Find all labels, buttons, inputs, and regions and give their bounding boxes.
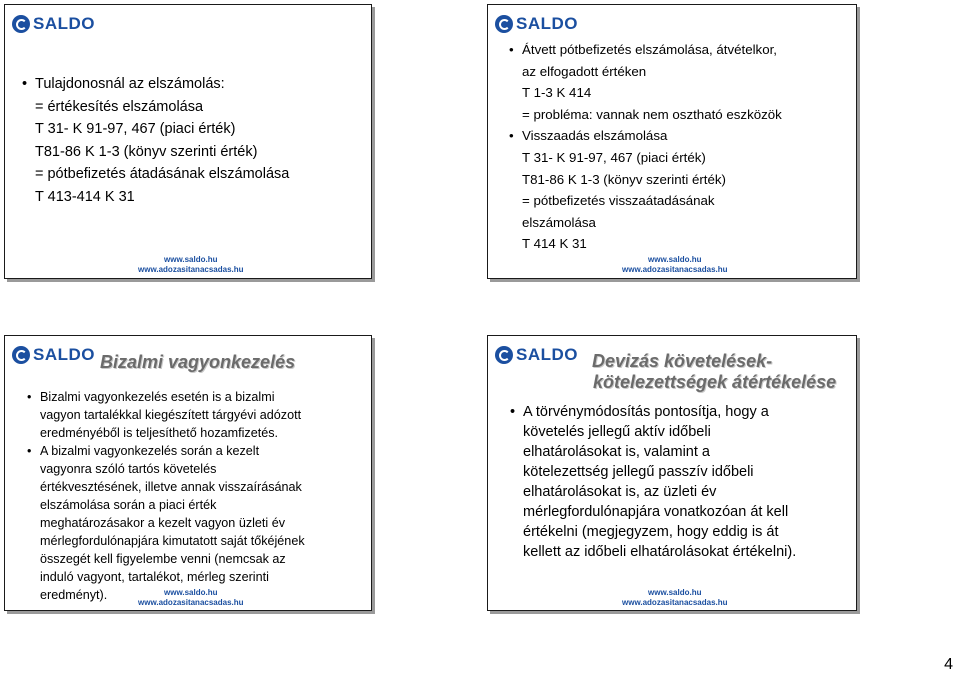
slide-3-title: Bizalmi vagyonkezelés <box>100 352 296 372</box>
slide-4-title <box>592 351 836 393</box>
slide-4-bullet-line: kötelezettség jellegű passzív időbeli <box>523 464 754 480</box>
saldo-logo <box>495 345 578 365</box>
slide-4-body <box>510 402 796 562</box>
slide-3-bullet-2-line: vagyonra szóló tartós követelés <box>40 462 217 476</box>
slide-1-line: T 413-414 K 31 <box>35 188 135 205</box>
slide-4-bullet-line: mérlegfordulónapjára vonatkozóan át kell <box>523 504 789 520</box>
footer-site-saldo: www.saldo.hu <box>164 588 218 597</box>
page-number: 4 <box>944 656 953 673</box>
saldo-logo-icon <box>12 15 30 33</box>
slide-2-footer <box>622 255 728 275</box>
slide-4-bullet-line: követelés jellegű aktív időbeli <box>523 424 711 440</box>
slide-3-bullet-1 <box>27 388 305 442</box>
saldo-logo-icon <box>12 346 30 364</box>
slide-1-line: T 31- K 91-97, 467 (piaci érték) <box>35 121 236 137</box>
slide-4-bullet-line: kellett az időbeli elhatárolásokat értékelni). <box>523 544 797 560</box>
slide-3-bullet-2-line: • A bizalmi vagyonkezelés során a kezelt <box>40 444 260 458</box>
slide-2-body <box>509 39 782 255</box>
slide-1-bullet: • Tulajdonosnál az elszámolás: <box>22 73 289 96</box>
slide-2-line: T81-86 K 1-3 (könyv szerinti érték) <box>522 171 726 187</box>
footer-site-saldo: www.saldo.hu <box>648 255 702 264</box>
saldo-logo-icon <box>495 346 513 364</box>
slide-3-bullet-1-line: vagyon tartalékkal kiegészített tárgyévi adózott <box>40 408 302 422</box>
saldo-logo-text: SALDO <box>33 14 95 33</box>
slide-3-bullet-2-line: értékvesztésének, illetve annak visszaírásának <box>40 480 302 494</box>
slide-4-title-line: Devizás követelések- <box>592 351 773 371</box>
slide-2-line: T 31- K 91-97, 467 (piaci érték) <box>522 149 706 165</box>
slide-3-bullet-2-line: induló vagyont, tartalékot, mérleg szerinti <box>40 570 269 584</box>
slide-3-bullet-1-line: • Bizalmi vagyonkezelés esetén is a bizalmi <box>40 390 275 404</box>
slide-3-bullet-2-line: eredményt). <box>40 588 108 602</box>
slide-2-line: T 1-3 K 414 <box>522 85 592 101</box>
slide-3 <box>4 335 372 611</box>
saldo-logo-text: SALDO <box>33 345 95 364</box>
slide-2-line: elszámolása <box>522 214 596 230</box>
slide-4-bullet-line: értékelni (megjegyzem, hogy eddig is át <box>523 524 779 540</box>
slide-1 <box>4 4 372 279</box>
slide-2-bullet-1-line: az elfogadott értéken <box>522 63 647 79</box>
slide-1-line: = értékesítés elszámolása <box>35 98 204 115</box>
slide-2-bullet-1 <box>509 39 782 82</box>
slide-2-bullet-2: • Visszaadás elszámolása <box>509 125 782 147</box>
saldo-logo <box>12 14 95 34</box>
footer-site-saldo: www.saldo.hu <box>164 255 218 264</box>
slide-3-body <box>27 388 305 604</box>
slide-1-line: = pótbefizetés átadásának elszámolása <box>35 166 290 182</box>
saldo-logo-text: SALDO <box>516 14 578 33</box>
slide-3-bullet-1-line: eredményéből is teljesíthető hozamfizetés. <box>40 426 279 440</box>
footer-site-adozasitanacsadas: www.adozasitanacsadas.hu <box>138 598 244 607</box>
slide-3-bullet-2-line: meghatározásakor a kezelt vagyon üzleti év <box>40 516 286 530</box>
footer-site-adozasitanacsadas: www.adozasitanacsadas.hu <box>622 598 728 607</box>
slide-4-bullet-line: elhatárolásokat is, az üzleti év <box>523 484 717 500</box>
slide-3-bullet-2-line: elszámolása során a piaci érték <box>40 498 217 512</box>
slide-4-bullet <box>510 402 796 562</box>
footer-site-adozasitanacsadas: www.adozasitanacsadas.hu <box>138 265 244 274</box>
saldo-logo <box>12 345 95 365</box>
footer-site-saldo: www.saldo.hu <box>648 588 702 597</box>
slide-4 <box>487 335 857 611</box>
slide-2-line: = pótbefizetés visszaátadásának <box>522 193 715 209</box>
slide-2 <box>487 4 857 279</box>
slide-4-footer <box>622 588 728 608</box>
slide-3-footer <box>138 588 244 608</box>
saldo-logo-icon <box>495 15 513 33</box>
slide-4-title-line: kötelezettségek átértékelése <box>593 372 837 392</box>
saldo-logo-text: SALDO <box>516 345 578 364</box>
slide-2-line: = probléma: vannak nem osztható eszközök <box>522 106 782 122</box>
slide-2-bullet-1-line: • Átvett pótbefizetés elszámolása, átvételkor, <box>522 42 777 57</box>
slide-3-bullet-2-line: mérlegfordulónapjára kimutatott saját tőkéjének <box>40 534 305 548</box>
slide-4-bullet-line: elhatárolásokat is, valamint a <box>523 444 710 460</box>
saldo-logo <box>495 14 578 34</box>
slide-1-body <box>22 73 289 208</box>
slide-3-bullet-2 <box>27 442 305 604</box>
slide-1-footer <box>138 255 244 275</box>
footer-site-adozasitanacsadas: www.adozasitanacsadas.hu <box>622 265 728 274</box>
slide-3-bullet-2-line: összegét kell figyelembe venni (nemcsak az <box>40 552 286 566</box>
slide-1-line: T81-86 K 1-3 (könyv szerinti érték) <box>35 143 258 160</box>
slide-2-line: T 414 K 31 <box>522 236 587 252</box>
slide-4-bullet-line: • A törvénymódosítás pontosítja, hogy a <box>523 404 769 420</box>
